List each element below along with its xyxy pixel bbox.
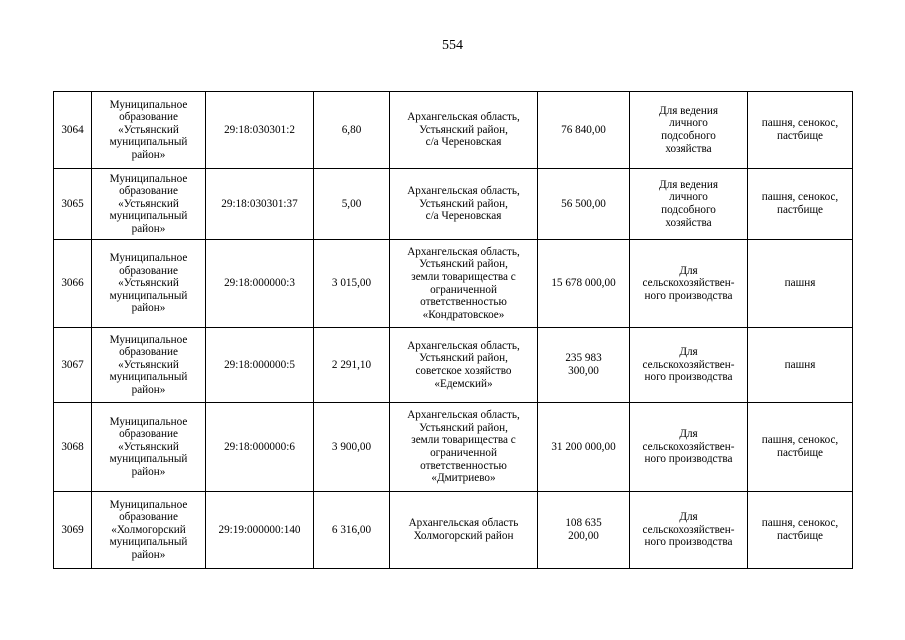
row-number-cell: 3068: [54, 403, 92, 492]
permitted-use-cell: Для сельскохозяйствен- ного производства: [630, 328, 748, 403]
area-cell: 3 015,00: [314, 240, 390, 328]
owner-cell: Муниципальное образование «Устьянский муниципальный район»: [92, 92, 206, 169]
land-type-cell: пашня: [748, 240, 853, 328]
location-cell: Архангельская область Холмогорский район: [390, 492, 538, 569]
table-row: [54, 92, 853, 169]
cadastral-number-cell: 29:18:030301:2: [206, 92, 314, 169]
permitted-use-cell: Для сельскохозяйствен- ного производства: [630, 492, 748, 569]
cadastral-value-cell: 15 678 000,00: [538, 240, 630, 328]
location-cell: Архангельская область, Устьянский район, советское хозяйство «Едемский»: [390, 328, 538, 403]
area-cell: 6 316,00: [314, 492, 390, 569]
area-cell: 6,80: [314, 92, 390, 169]
cadastral-value-cell: 76 840,00: [538, 92, 630, 169]
location-cell: Архангельская область, Устьянский район, земли товарищества с ограниченной ответственностью «Кондратовское»: [390, 240, 538, 328]
table-row: [54, 403, 853, 492]
row-number-cell: 3066: [54, 240, 92, 328]
land-type-cell: пашня, сенокос, пастбище: [748, 492, 853, 569]
owner-cell: Муниципальное образование «Устьянский муниципальный район»: [92, 169, 206, 240]
land-plots-table: [53, 91, 853, 569]
permitted-use-cell: Для сельскохозяйствен- ного производства: [630, 240, 748, 328]
cadastral-number-cell: 29:18:030301:37: [206, 169, 314, 240]
table-row: [54, 240, 853, 328]
location-cell: Архангельская область, Устьянский район, с/а Череновская: [390, 169, 538, 240]
row-number-cell: 3069: [54, 492, 92, 569]
owner-cell: Муниципальное образование «Устьянский муниципальный район»: [92, 240, 206, 328]
permitted-use-cell: Для сельскохозяйствен- ного производства: [630, 403, 748, 492]
cadastral-value-cell: 31 200 000,00: [538, 403, 630, 492]
permitted-use-cell: Для ведения личного подсобного хозяйства: [630, 169, 748, 240]
cadastral-number-cell: 29:18:000000:6: [206, 403, 314, 492]
permitted-use-cell: Для ведения личного подсобного хозяйства: [630, 92, 748, 169]
table-row: [54, 492, 853, 569]
area-cell: 2 291,10: [314, 328, 390, 403]
row-number-cell: 3067: [54, 328, 92, 403]
owner-cell: Муниципальное образование «Устьянский муниципальный район»: [92, 328, 206, 403]
area-cell: 3 900,00: [314, 403, 390, 492]
cadastral-number-cell: 29:18:000000:5: [206, 328, 314, 403]
location-cell: Архангельская область, Устьянский район, с/а Череновская: [390, 92, 538, 169]
table-row: [54, 169, 853, 240]
area-cell: 5,00: [314, 169, 390, 240]
table-row: [54, 328, 853, 403]
cadastral-number-cell: 29:19:000000:140: [206, 492, 314, 569]
cadastral-value-cell: 108 635 200,00: [538, 492, 630, 569]
land-type-cell: пашня, сенокос, пастбище: [748, 169, 853, 240]
page-number: 554: [442, 38, 463, 53]
owner-cell: Муниципальное образование «Холмогорский муниципальный район»: [92, 492, 206, 569]
cadastral-number-cell: 29:18:000000:3: [206, 240, 314, 328]
land-type-cell: пашня, сенокос, пастбище: [748, 403, 853, 492]
cadastral-value-cell: 56 500,00: [538, 169, 630, 240]
location-cell: Архангельская область, Устьянский район, земли товарищества с ограниченной ответственностью «Дмитриево»: [390, 403, 538, 492]
land-type-cell: пашня, сенокос, пастбище: [748, 92, 853, 169]
row-number-cell: 3064: [54, 92, 92, 169]
row-number-cell: 3065: [54, 169, 92, 240]
owner-cell: Муниципальное образование «Устьянский муниципальный район»: [92, 403, 206, 492]
cadastral-value-cell: 235 983 300,00: [538, 328, 630, 403]
land-type-cell: пашня: [748, 328, 853, 403]
